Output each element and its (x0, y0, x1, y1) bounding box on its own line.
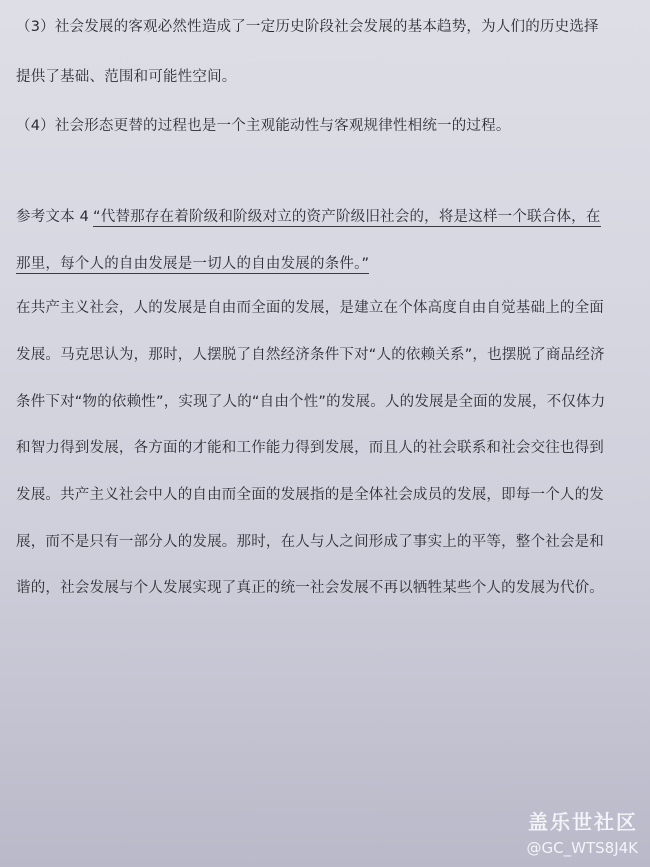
paragraph-3-line-2: 提供了基础、范围和可能性空间。 (16, 69, 237, 85)
watermark (527, 806, 638, 857)
reference-quote-line-1: “代替那存在着阶级和阶级对立的资产阶级旧社会的，将是这样一个联合体，在 (93, 209, 601, 225)
body-line-7: 谐的，社会发展与个人发展实现了真正的统一社会发展不再以牺牲某些个人的发展为代价。 (16, 580, 604, 596)
watermark-site: 盖乐世社区 (528, 810, 638, 834)
body-line-5: 发展。共产主义社会中人的自由而全面的发展指的是全体社会成员的发展，即每一个人的发 (16, 487, 604, 503)
paragraph-3-line-1: （3）社会发展的客观必然性造成了一定历史阶段社会发展的基本趋势，为人们的历史选择 (16, 19, 599, 35)
body-line-6: 展，而不是只有一部分人的发展。那时，在人与人之间形成了事实上的平等，整个社会是和 (16, 534, 604, 550)
body-line-3: 条件下对“物的依赖性”，实现了人的“自由个性”的发展。人的发展是全面的发展，不仅体力 (16, 394, 606, 410)
reference-quote-line-2-wrap (16, 252, 369, 273)
body-line-4: 和智力得到发展，各方面的才能和工作能力得到发展，而且人的社会联系和社会交往也得到 (16, 440, 604, 456)
body-line-1: 在共产主义社会，人的发展是自由而全面的发展，是建立在个体高度自由自觉基础上的全面 (16, 300, 604, 316)
watermark-user: @GC_WTS8J4K (526, 839, 638, 857)
reference-text-heading (16, 205, 601, 226)
reference-quote-line-2: 那里，每个人的自由发展是一切人的自由发展的条件。” (16, 256, 370, 272)
paragraph-4-line-1: （4）社会形态更替的过程也是一个主观能动性与客观规律性相统一的过程。 (16, 118, 511, 134)
body-line-2: 发展。马克思认为，那时，人摆脱了自然经济条件下对“人的依赖关系”，也摆脱了商品经济 (16, 347, 605, 363)
reference-label: 参考文本 4 (16, 209, 90, 225)
